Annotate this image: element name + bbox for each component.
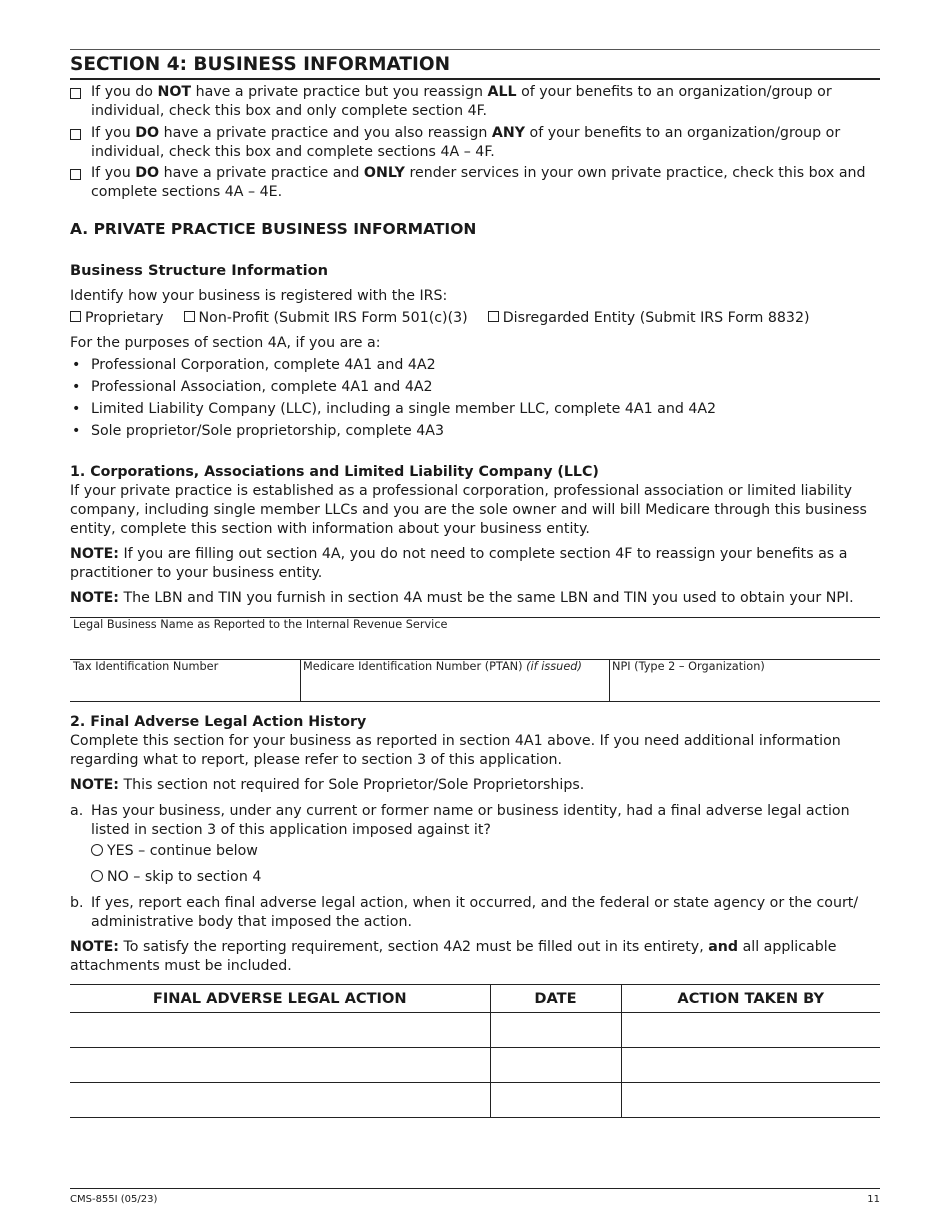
list-item: • Professional Association, complete 4A1 and 4A2 (72, 379, 433, 395)
list-item: • Limited Liability Company (LLC), including a single member LLC, complete 4A1 and 4A2 (72, 401, 717, 417)
lbn-field[interactable]: Legal Business Name as Reported to the Internal Revenue Service (73, 618, 448, 631)
radio-yes[interactable]: YES – continue below (91, 842, 258, 861)
header-date: DATE (490, 985, 621, 1013)
header-action-taken-by: ACTION TAKEN BY (621, 985, 880, 1013)
checkbox-icon[interactable] (70, 311, 81, 322)
table-row (70, 1083, 880, 1118)
radio-icon[interactable] (91, 870, 103, 882)
checkbox-icon[interactable] (184, 311, 195, 322)
date-cell[interactable] (490, 1013, 621, 1048)
form-page (70, 0, 880, 1230)
footer-rule (70, 1188, 880, 1189)
action-cell[interactable] (70, 1013, 490, 1048)
note-3: NOTE: This section not required for Sole Proprietor/Sole Proprietorships. (70, 777, 585, 793)
taken-by-cell[interactable] (621, 1013, 880, 1048)
option-disregarded-entity[interactable]: Disregarded Entity (Submit IRS Form 8832) (488, 310, 810, 326)
note-4: NOTE: To satisfy the reporting requirement, section 4A2 must be filled out in its entirety, and all applicable attachments must be included. (70, 939, 837, 974)
page-number: 11 (867, 1194, 880, 1205)
checkbox-icon[interactable] (70, 88, 81, 99)
radio-no[interactable]: NO – skip to section 4 (91, 868, 261, 887)
date-cell[interactable] (490, 1083, 621, 1118)
taken-by-cell[interactable] (621, 1048, 880, 1083)
list-item: • Professional Corporation, complete 4A1 and 4A2 (72, 357, 436, 373)
purposes-intro: For the purposes of section 4A, if you are a: (70, 335, 381, 351)
form-id: CMS-855I (05/23) (70, 1194, 158, 1205)
ptan-field[interactable]: Medicare Identification Number (PTAN) (if issued) (303, 660, 582, 673)
subsection-2-text: Complete this section for your business as reported in section 4A1 above. If you need additional information regarding what to report, please refer to section 3 of this application. (70, 733, 841, 768)
radio-icon[interactable] (91, 844, 103, 856)
option-non-profit[interactable]: Non-Profit (Submit IRS Form 501(c)(3) (184, 310, 468, 326)
section-title: SECTION 4: BUSINESS INFORMATION (70, 53, 880, 80)
action-cell[interactable] (70, 1083, 490, 1118)
irs-prompt: Identify how your business is registered with the IRS: (70, 288, 448, 304)
table-row (70, 1013, 880, 1048)
table-row (70, 1048, 880, 1083)
checkbox-icon[interactable] (70, 169, 81, 180)
checkbox-icon[interactable] (488, 311, 499, 322)
npi-field[interactable]: NPI (Type 2 – Organization) (612, 660, 765, 673)
field-divider (609, 659, 610, 701)
checkbox-option-private-practice-only[interactable]: If you DO have a private practice and ONLY render services in your own private practice, check this box and complete sections 4A – 4E. (70, 164, 880, 202)
question-b: b. If yes, report each final adverse legal action, when it occurred, and the federal or state agency or the court/ administrative body that imposed the action. (70, 895, 859, 930)
list-item: • Sole proprietor/Sole proprietorship, complete 4A3 (72, 423, 444, 439)
business-structure-heading: Business Structure Information (70, 262, 329, 279)
adverse-action-table (70, 984, 880, 1118)
checkbox-option-no-private-practice[interactable]: If you do NOT have a private practice but you reassign ALL of your benefits to an organization/group or individual, check this box and only complete section 4F. (70, 83, 880, 121)
checkbox-icon[interactable] (70, 129, 81, 140)
note-1: NOTE: If you are filling out section 4A, you do not need to complete section 4F to reassign your benefits as a practitioner to your business entity. (70, 546, 848, 581)
top-rule (70, 49, 880, 50)
question-a: a. Has your business, under any current or former name or business identity, had a final adverse legal action listed in section 3 of this application imposed against it? (70, 803, 850, 838)
date-cell[interactable] (490, 1048, 621, 1083)
header-final-adverse-legal-action: FINAL ADVERSE LEGAL ACTION (70, 985, 490, 1013)
field-divider (300, 659, 301, 701)
subsection-1-heading: 1. Corporations, Associations and Limited Liability Company (LLC) (70, 464, 599, 480)
table-header-row (70, 985, 880, 1013)
section-a-heading: A. PRIVATE PRACTICE BUSINESS INFORMATION (70, 220, 477, 238)
option-proprietary[interactable]: Proprietary (70, 310, 164, 326)
checkbox-option-private-practice-reassign-any[interactable]: If you DO have a private practice and you also reassign ANY of your benefits to an organization/group or individual, check this box and complete sections 4A – 4F. (70, 124, 880, 162)
subsection-1-text: If your private practice is established as a professional corporation, professional association or limited liability company, including single member LLCs and you are the sole owner and will bill Medicare through this business entity, complete this section with information about your business entity. (70, 483, 867, 537)
taken-by-cell[interactable] (621, 1083, 880, 1118)
note-2: NOTE: The LBN and TIN you furnish in section 4A must be the same LBN and TIN you used to obtain your NPI. (70, 590, 854, 606)
field-rule (70, 701, 880, 702)
subsection-2-heading: 2. Final Adverse Legal Action History (70, 714, 367, 730)
action-cell[interactable] (70, 1048, 490, 1083)
tin-field[interactable]: Tax Identification Number (73, 660, 219, 673)
irs-options-row (70, 309, 880, 328)
